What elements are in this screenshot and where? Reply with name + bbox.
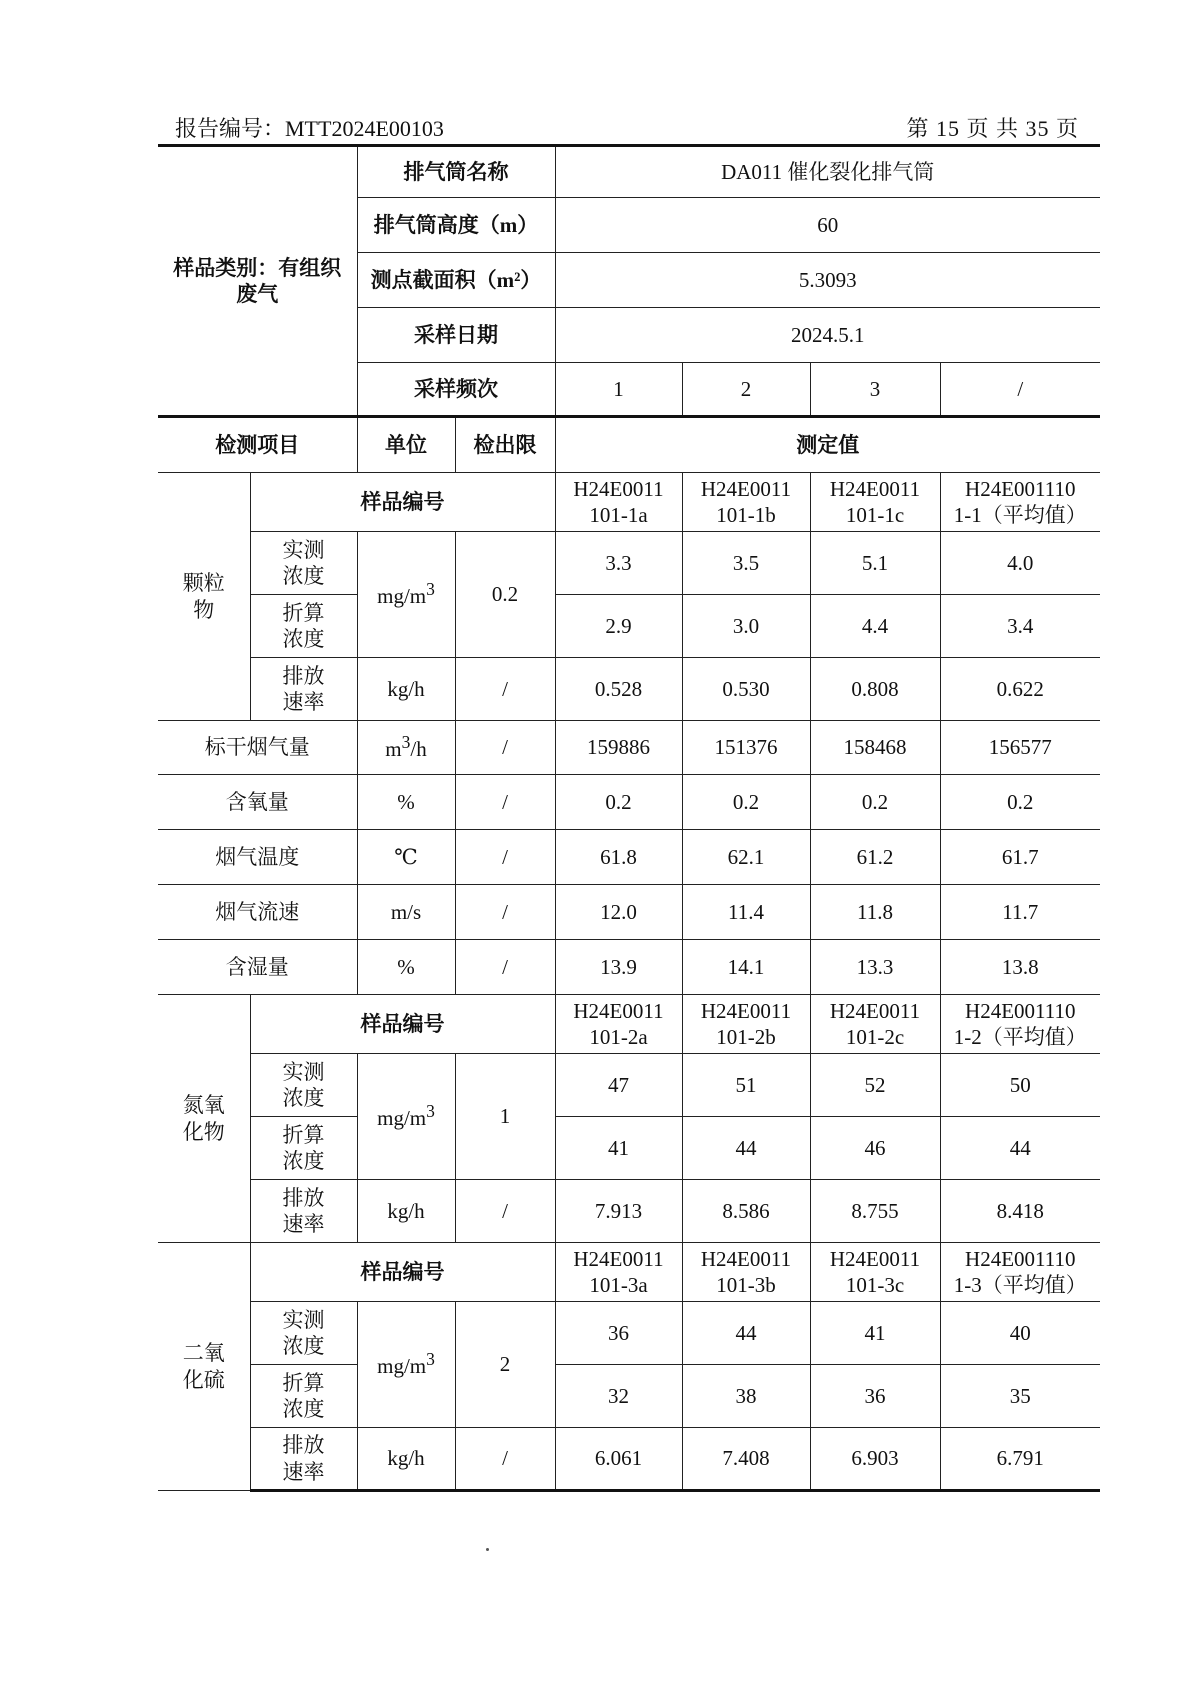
param-value: 62.1 bbox=[682, 830, 810, 885]
particulate-conc-limit: 0.2 bbox=[455, 532, 555, 658]
nox-name-1: 氮氧 bbox=[182, 1093, 225, 1118]
param-value: 61.7 bbox=[940, 830, 1100, 885]
so2-name-2: 化硫 bbox=[182, 1367, 225, 1392]
nox-converted-row bbox=[158, 1117, 1100, 1180]
page-indicator: 第 15 页 共 35 页 bbox=[906, 116, 1079, 141]
particulate-id-3 bbox=[810, 473, 940, 532]
id-line: H24E0011 bbox=[829, 476, 921, 501]
so2-rate-3: 6.903 bbox=[810, 1428, 940, 1491]
id-line: H24E0011 bbox=[829, 1246, 921, 1271]
date-label: 采样日期 bbox=[357, 308, 555, 363]
sample-category bbox=[158, 146, 357, 417]
sample-category-text: 样品类别：有组织废气 bbox=[173, 255, 342, 306]
nox-measured-avg: 50 bbox=[940, 1054, 1100, 1117]
particulate-converted-row bbox=[158, 595, 1100, 658]
particulate-id-1 bbox=[555, 473, 682, 532]
nox-rate-row bbox=[158, 1180, 1100, 1243]
sample-no-label: 样品编号 bbox=[250, 1243, 555, 1302]
param-name: 含氧量 bbox=[158, 775, 357, 830]
param-value: 13.3 bbox=[810, 940, 940, 995]
id-line: 101-2c bbox=[845, 1025, 905, 1049]
particulate-rate-2: 0.530 bbox=[682, 658, 810, 721]
so2-rate-avg: 6.791 bbox=[940, 1428, 1100, 1491]
particulate-converted-avg: 3.4 bbox=[940, 595, 1100, 658]
nox-converted-1: 41 bbox=[555, 1117, 682, 1180]
param-value: 61.8 bbox=[555, 830, 682, 885]
id-line: H24E0011 bbox=[573, 476, 664, 501]
label-line: 速率 bbox=[282, 1459, 325, 1484]
so2-converted-avg: 35 bbox=[940, 1365, 1100, 1428]
so2-id-1 bbox=[555, 1243, 682, 1302]
label-line: 折算 bbox=[282, 1370, 325, 1395]
stack-height-value: 60 bbox=[555, 198, 1100, 253]
column-header-row bbox=[158, 417, 1100, 473]
param-value: 14.1 bbox=[682, 940, 810, 995]
rate-label bbox=[250, 658, 357, 721]
id-line: H24E0011 bbox=[700, 1246, 792, 1271]
param-unit: ℃ bbox=[357, 830, 455, 885]
param-value: 11.8 bbox=[810, 885, 940, 940]
stack-name-label: 排气筒名称 bbox=[357, 146, 555, 198]
param-unit: $m^3/h$ bbox=[357, 721, 455, 775]
nox-rate-avg: 8.418 bbox=[940, 1180, 1100, 1243]
param-name: 标干烟气量 bbox=[158, 721, 357, 775]
particulate-converted-1: 2.9 bbox=[555, 595, 682, 658]
particulate-rate-unit: kg/h bbox=[357, 658, 455, 721]
id-line: 1-3（平均值） bbox=[953, 1273, 1087, 1297]
page-header bbox=[175, 108, 1079, 142]
id-line: H24E0011 bbox=[700, 476, 792, 501]
nox-rate-3: 8.755 bbox=[810, 1180, 940, 1243]
so2-name-1: 二氧 bbox=[182, 1341, 225, 1366]
frequency-2: 2 bbox=[682, 363, 810, 417]
nox-id-1 bbox=[555, 995, 682, 1054]
so2-rate-2: 7.408 bbox=[682, 1428, 810, 1491]
param-row-oxygen bbox=[158, 775, 1100, 830]
so2-name bbox=[158, 1243, 250, 1491]
so2-converted-1: 32 bbox=[555, 1365, 682, 1428]
so2-rate-row bbox=[158, 1428, 1100, 1491]
id-line: H24E0011 bbox=[573, 998, 664, 1023]
particulate-measured-2: 3.5 bbox=[682, 532, 810, 595]
param-row-velocity bbox=[158, 885, 1100, 940]
so2-id-row bbox=[158, 1243, 1100, 1302]
nox-id-3 bbox=[810, 995, 940, 1054]
nox-name-2: 化物 bbox=[182, 1119, 225, 1144]
label-line: 折算 bbox=[282, 1122, 325, 1147]
col-limit: 检出限 bbox=[455, 417, 555, 473]
area-label: 测点截面积（m²） bbox=[357, 253, 555, 308]
param-value: 156577 bbox=[940, 721, 1100, 775]
param-value: 0.2 bbox=[682, 775, 810, 830]
particulate-measured-avg: 4.0 bbox=[940, 532, 1100, 595]
so2-measured-1: 36 bbox=[555, 1302, 682, 1365]
so2-conc-unit: $mg/m^3$ bbox=[357, 1302, 455, 1428]
param-value: 159886 bbox=[555, 721, 682, 775]
area-value: 5.3093 bbox=[555, 253, 1100, 308]
converted-label bbox=[250, 1365, 357, 1428]
param-limit: / bbox=[455, 940, 555, 995]
particulate-name-1: 颗粒 bbox=[182, 571, 225, 596]
nox-converted-avg: 44 bbox=[940, 1117, 1100, 1180]
label-line: 实测 bbox=[282, 1307, 325, 1332]
label-line: 排放 bbox=[282, 1433, 325, 1458]
id-line: 1-1（平均值） bbox=[953, 503, 1087, 527]
param-unit: % bbox=[357, 940, 455, 995]
id-line: H24E0011 bbox=[700, 998, 792, 1023]
particulate-rate-row bbox=[158, 658, 1100, 721]
particulate-converted-3: 4.4 bbox=[810, 595, 940, 658]
col-value: 测定值 bbox=[555, 417, 1100, 473]
param-row-temperature bbox=[158, 830, 1100, 885]
nox-converted-2: 44 bbox=[682, 1117, 810, 1180]
param-name: 烟气流速 bbox=[158, 885, 357, 940]
id-line: 101-2b bbox=[716, 1025, 776, 1049]
param-row-flow bbox=[158, 721, 1100, 775]
id-line: H24E001110 bbox=[965, 998, 1076, 1023]
so2-measured-row bbox=[158, 1302, 1100, 1365]
converted-label bbox=[250, 1117, 357, 1180]
id-line: 101-1b bbox=[716, 503, 776, 527]
nox-rate-limit: / bbox=[455, 1180, 555, 1243]
id-line: 101-3c bbox=[845, 1273, 905, 1297]
nox-name bbox=[158, 995, 250, 1243]
stack-name-value: DA011 催化裂化排气筒 bbox=[555, 146, 1100, 198]
particulate-name bbox=[158, 473, 250, 721]
stack-height-label: 排气筒高度（m） bbox=[357, 198, 555, 253]
param-value: 13.8 bbox=[940, 940, 1100, 995]
label-line: 排放 bbox=[282, 1185, 325, 1210]
so2-converted-2: 38 bbox=[682, 1365, 810, 1428]
particulate-id-avg bbox=[940, 473, 1100, 532]
param-value: 0.2 bbox=[940, 775, 1100, 830]
frequency-4: / bbox=[940, 363, 1100, 417]
param-unit: % bbox=[357, 775, 455, 830]
so2-converted-3: 36 bbox=[810, 1365, 940, 1428]
nox-conc-unit: $mg/m^3$ bbox=[357, 1054, 455, 1180]
particulate-id-row bbox=[158, 473, 1100, 532]
param-value: 12.0 bbox=[555, 885, 682, 940]
rate-label bbox=[250, 1180, 357, 1243]
param-limit: / bbox=[455, 830, 555, 885]
nox-measured-1: 47 bbox=[555, 1054, 682, 1117]
measured-label bbox=[250, 1302, 357, 1365]
id-line: 1-2（平均值） bbox=[953, 1025, 1087, 1049]
so2-id-avg bbox=[940, 1243, 1100, 1302]
report-number: 报告编号：MTT2024E00103 bbox=[175, 116, 444, 141]
so2-id-2 bbox=[682, 1243, 810, 1302]
particulate-measured-1: 3.3 bbox=[555, 532, 682, 595]
sample-no-label: 样品编号 bbox=[250, 995, 555, 1054]
particulate-measured-row bbox=[158, 532, 1100, 595]
id-line: H24E0011 bbox=[573, 1246, 664, 1271]
frequency-1: 1 bbox=[555, 363, 682, 417]
meta-row-stack-name bbox=[158, 146, 1100, 198]
param-value: 0.2 bbox=[555, 775, 682, 830]
scan-speck bbox=[486, 1548, 489, 1551]
nox-rate-1: 7.913 bbox=[555, 1180, 682, 1243]
frequency-3: 3 bbox=[810, 363, 940, 417]
id-line: 101-3a bbox=[589, 1273, 648, 1297]
nox-id-2 bbox=[682, 995, 810, 1054]
id-line: H24E001110 bbox=[965, 1246, 1076, 1271]
param-value: 0.2 bbox=[810, 775, 940, 830]
id-line: 101-1c bbox=[845, 503, 905, 527]
nox-rate-2: 8.586 bbox=[682, 1180, 810, 1243]
so2-conc-limit: 2 bbox=[455, 1302, 555, 1428]
converted-label bbox=[250, 595, 357, 658]
so2-converted-row bbox=[158, 1365, 1100, 1428]
col-item: 检测项目 bbox=[158, 417, 357, 473]
id-line: H24E001110 bbox=[965, 476, 1076, 501]
param-limit: / bbox=[455, 775, 555, 830]
param-unit: m/s bbox=[357, 885, 455, 940]
particulate-rate-3: 0.808 bbox=[810, 658, 940, 721]
so2-id-3 bbox=[810, 1243, 940, 1302]
label-line: 实测 bbox=[282, 537, 325, 562]
label-line: 排放 bbox=[282, 663, 325, 688]
particulate-rate-1: 0.528 bbox=[555, 658, 682, 721]
param-value: 11.7 bbox=[940, 885, 1100, 940]
so2-rate-1: 6.061 bbox=[555, 1428, 682, 1491]
so2-measured-2: 44 bbox=[682, 1302, 810, 1365]
so2-measured-avg: 40 bbox=[940, 1302, 1100, 1365]
param-value: 13.9 bbox=[555, 940, 682, 995]
label-line: 实测 bbox=[282, 1059, 325, 1084]
label-line: 浓度 bbox=[282, 1086, 325, 1110]
particulate-converted-2: 3.0 bbox=[682, 595, 810, 658]
particulate-conc-unit: $mg/m^3$ bbox=[357, 532, 455, 658]
nox-converted-3: 46 bbox=[810, 1117, 940, 1180]
particulate-measured-3: 5.1 bbox=[810, 532, 940, 595]
param-name: 含湿量 bbox=[158, 940, 357, 995]
measured-label bbox=[250, 1054, 357, 1117]
test-report-table bbox=[158, 144, 1100, 1492]
label-line: 浓度 bbox=[282, 1397, 325, 1421]
id-line: 101-1a bbox=[589, 503, 648, 527]
particulate-name-2: 物 bbox=[193, 597, 215, 622]
sample-no-label: 样品编号 bbox=[250, 473, 555, 532]
label-line: 速率 bbox=[282, 690, 325, 714]
label-line: 浓度 bbox=[282, 1334, 325, 1358]
measured-label bbox=[250, 532, 357, 595]
rate-label bbox=[250, 1428, 357, 1491]
label-line: 速率 bbox=[282, 1212, 325, 1236]
frequency-label: 采样频次 bbox=[357, 363, 555, 417]
particulate-id-2 bbox=[682, 473, 810, 532]
param-value: 11.4 bbox=[682, 885, 810, 940]
param-value: 158468 bbox=[810, 721, 940, 775]
nox-id-avg bbox=[940, 995, 1100, 1054]
label-line: 浓度 bbox=[282, 564, 325, 588]
date-value: 2024.5.1 bbox=[555, 308, 1100, 363]
param-limit: / bbox=[455, 885, 555, 940]
so2-rate-limit: / bbox=[455, 1428, 555, 1491]
nox-id-row bbox=[158, 995, 1100, 1054]
nox-measured-2: 51 bbox=[682, 1054, 810, 1117]
so2-rate-unit: kg/h bbox=[357, 1428, 455, 1491]
id-line: H24E0011 bbox=[829, 998, 921, 1023]
param-value: 61.2 bbox=[810, 830, 940, 885]
param-row-moisture bbox=[158, 940, 1100, 995]
particulate-rate-avg: 0.622 bbox=[940, 658, 1100, 721]
label-line: 折算 bbox=[282, 600, 325, 625]
label-line: 浓度 bbox=[282, 1149, 325, 1173]
particulate-rate-limit: / bbox=[455, 658, 555, 721]
id-line: 101-3b bbox=[716, 1273, 776, 1297]
col-unit: 单位 bbox=[357, 417, 455, 473]
nox-measured-3: 52 bbox=[810, 1054, 940, 1117]
nox-conc-limit: 1 bbox=[455, 1054, 555, 1180]
param-name: 烟气温度 bbox=[158, 830, 357, 885]
nox-rate-unit: kg/h bbox=[357, 1180, 455, 1243]
label-line: 浓度 bbox=[282, 627, 325, 651]
param-value: 151376 bbox=[682, 721, 810, 775]
nox-measured-row bbox=[158, 1054, 1100, 1117]
so2-measured-3: 41 bbox=[810, 1302, 940, 1365]
id-line: 101-2a bbox=[589, 1025, 648, 1049]
param-limit: / bbox=[455, 721, 555, 775]
